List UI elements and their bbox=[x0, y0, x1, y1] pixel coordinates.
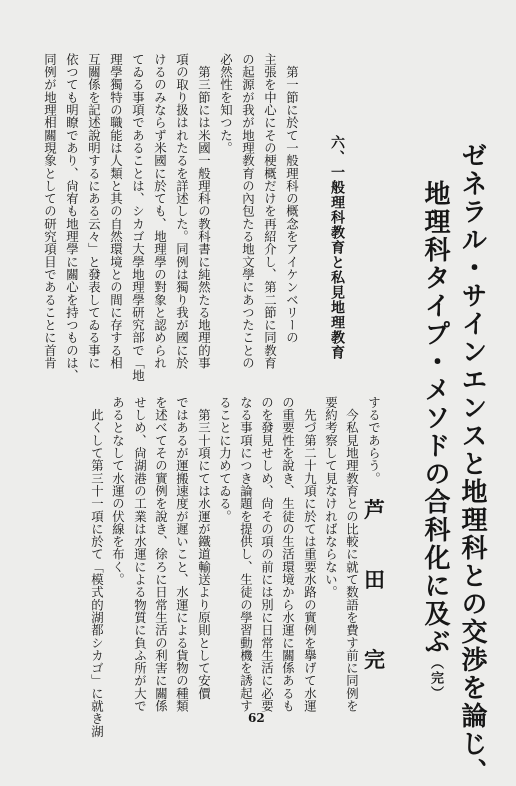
body-column: けるのみならず米國に於ても、地理學の對象と認められ bbox=[152, 53, 168, 370]
body-column: の重要性を說き、生徒の生活環境から水運に關係あるも bbox=[280, 396, 296, 713]
body-column: せしめ、尙湖港の工業は水運による物質に負ふ所が大で bbox=[132, 396, 148, 713]
body-column: を述べてその實例を說き、徐ろに日常生活の利害に關係 bbox=[153, 396, 169, 713]
body-column: 第三節には米國一般理科の教科書に純然たる地理的事 bbox=[196, 53, 212, 370]
page-number: 62 bbox=[248, 711, 265, 725]
article-title-line-1: ゼネラル・サインエンスと地理科との交渉を論じ、 bbox=[457, 142, 487, 786]
article-title-line-2-text: 地理科タイプ・メソドの合科化に及ぶ bbox=[420, 180, 450, 656]
author-char-2: 田 bbox=[364, 567, 385, 592]
body-column: ではあるが運搬速度が遲いこと、水運による貨物の種類 bbox=[174, 396, 190, 713]
body-column: 項の取り扱はれたるを詳述した。同例は獨り我が國に於 bbox=[174, 53, 190, 370]
article-title-line-2 bbox=[422, 180, 448, 701]
body-column: 必然性を知つた。 bbox=[218, 53, 234, 155]
body-column: てゐる事項であることは、シカゴ大學地理學研究部で「地 bbox=[130, 53, 146, 382]
section-heading: 六、一般理科教育と私見地理教育 bbox=[329, 135, 345, 360]
body-column: 互關係を記述說明するにある云々」と發表してゐる事に bbox=[86, 53, 102, 370]
body-column: あるとなして水運の伏線を布く。 bbox=[110, 396, 126, 586]
body-column: のを發見せしめ、尙その項の前には別に日常生活に必要 bbox=[259, 396, 275, 713]
body-column: 今私見地理教育との比較に就て数語を費す前に同例を bbox=[344, 396, 360, 713]
body-column: 理學獨特の職能は人類と其の自然環境との間に存する相 bbox=[108, 53, 124, 370]
body-column: なる事項につき論題を提供し、生徒の學習動機を誘起す bbox=[238, 396, 254, 713]
body-column: するであらう。 bbox=[366, 396, 382, 485]
body-column: 先づ第二十九項に於ては重要水路の實例を擧げて水運 bbox=[302, 396, 318, 713]
body-column: ることに力めてゐる。 bbox=[217, 396, 233, 523]
body-column: 主張を中心にその梗概だけを再紹介し、第二節に同教育 bbox=[262, 53, 278, 370]
author-char-3: 完 bbox=[364, 647, 385, 672]
body-column: 要約考察して見なければならない。 bbox=[323, 396, 339, 599]
body-column: 依つても明瞭であり、尙宥も地理學に關心を持つものは、 bbox=[64, 53, 80, 382]
body-column: 此くして第三十一項に於て「模式的湖都シカゴ」に就き湖 bbox=[89, 396, 105, 738]
author-char-1: 芦 bbox=[364, 497, 385, 522]
article-title-suffix: （完） bbox=[428, 656, 443, 701]
body-column: の起源が我が地理教育の內包たる地文學にあつたことの bbox=[240, 53, 256, 370]
body-column: 第三十項にては水運が鐵道輸送より原則として安價 bbox=[196, 396, 212, 700]
body-column: 第一節に於て一般理科の概念をアイケンベリーの bbox=[284, 53, 300, 344]
body-column: 同例が地理相關現象としての研究項目であることに首肯 bbox=[42, 53, 58, 370]
